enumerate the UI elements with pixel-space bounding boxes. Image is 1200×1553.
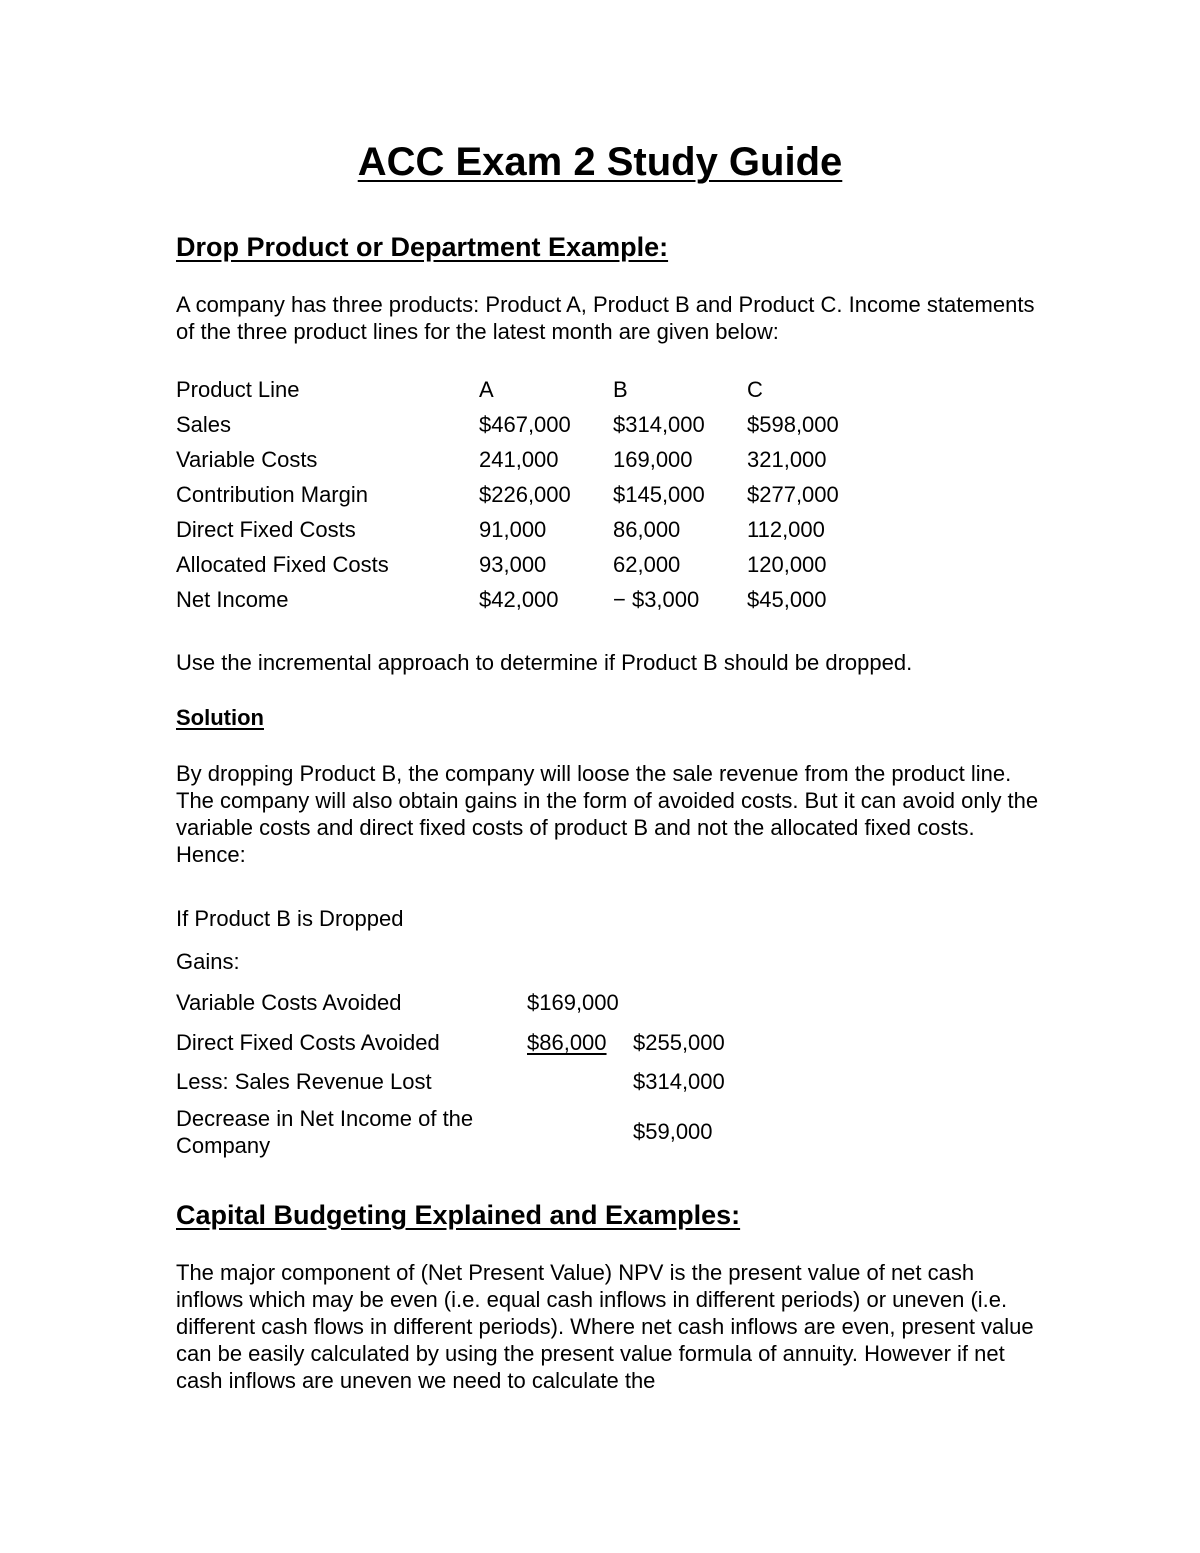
analysis-title: If Product B is Dropped: [176, 906, 404, 931]
row-label: Variable Costs: [176, 447, 318, 472]
value-c: 112,000: [747, 517, 825, 542]
value-a: $42,000: [479, 587, 559, 612]
row-label: Direct Fixed Costs: [176, 517, 356, 542]
value-a: 91,000: [479, 517, 547, 542]
row-label: Sales: [176, 412, 232, 437]
table-header-c: C: [747, 377, 763, 402]
value-a: 241,000: [479, 447, 559, 472]
table-header-label: Product Line: [176, 377, 300, 402]
table-row: [0, 447, 1200, 477]
value-a: $467,000: [479, 412, 571, 437]
value-c: $598,000: [747, 412, 839, 437]
table-header-a: A: [479, 377, 494, 402]
row-label: Contribution Margin: [176, 482, 368, 507]
table-header-b: B: [613, 377, 628, 402]
table-row: [0, 412, 1200, 442]
revenue-lost-label: Less: Sales Revenue Lost: [176, 1069, 432, 1094]
value-b: $145,000: [613, 482, 705, 507]
value-a: 93,000: [479, 552, 547, 577]
direct-avoided-value: $86,000: [527, 1030, 607, 1055]
table-row: [0, 587, 1200, 617]
capital-budgeting-paragraph: The major component of (Net Present Value) NPV is the present value of net cash inflows which may be even (i.e. equal cash inflows in different periods) or uneven (i.e. different cash flows in different periods). Where net cash inflows are even, present value can be easily calculated by using the present value formula of annuity. However if net cash inflows are uneven we need to calculate the: [176, 1260, 1034, 1393]
value-c: $45,000: [747, 587, 827, 612]
value-c: $277,000: [747, 482, 839, 507]
value-b: − $3,000: [613, 587, 700, 612]
direct-avoided-label: Direct Fixed Costs Avoided: [176, 1030, 440, 1055]
solution-heading: Solution: [176, 705, 264, 730]
analysis-row-lost: [0, 1069, 1200, 1099]
value-b: 86,000: [613, 517, 681, 542]
section-heading-capital-budgeting: Capital Budgeting Explained and Examples:: [176, 1200, 741, 1230]
gains-label: Gains:: [176, 949, 240, 974]
variable-avoided-label: Variable Costs Avoided: [176, 990, 402, 1015]
table-row: [0, 517, 1200, 547]
analysis-row-variable: [0, 990, 1200, 1020]
question-text: Use the incremental approach to determine if Product B should be dropped.: [176, 650, 913, 675]
value-a: $226,000: [479, 482, 571, 507]
row-label: Allocated Fixed Costs: [176, 552, 389, 577]
revenue-lost-value: $314,000: [633, 1069, 725, 1094]
table-row: [0, 552, 1200, 582]
decrease-value: $59,000: [633, 1119, 713, 1144]
variable-avoided-value: $169,000: [527, 990, 619, 1015]
value-c: 120,000: [747, 552, 827, 577]
table-header-row: [0, 377, 1200, 407]
table-row: [0, 482, 1200, 512]
total-gains-value: $255,000: [633, 1030, 725, 1055]
analysis-row-direct: [0, 1030, 1200, 1060]
row-label: Net Income: [176, 587, 289, 612]
value-b: 169,000: [613, 447, 693, 472]
section-heading-drop-product: Drop Product or Department Example:: [176, 232, 669, 262]
page-title: ACC Exam 2 Study Guide: [357, 140, 843, 184]
solution-paragraph: By dropping Product B, the company will loose the sale revenue from the product line. The company will also obtain gains in the form of avoided costs. But it can avoid only the variable costs and direct fixed costs of product B and not the allocated fixed costs. Hence:: [176, 761, 1039, 867]
value-b: $314,000: [613, 412, 705, 437]
intro-paragraph: A company has three products: Product A, Product B and Product C. Income statements of the three product lines for the latest month are given below:: [176, 292, 1035, 344]
decrease-label: Decrease in Net Income of the Company: [176, 1106, 474, 1158]
value-c: 321,000: [747, 447, 827, 472]
value-b: 62,000: [613, 552, 681, 577]
